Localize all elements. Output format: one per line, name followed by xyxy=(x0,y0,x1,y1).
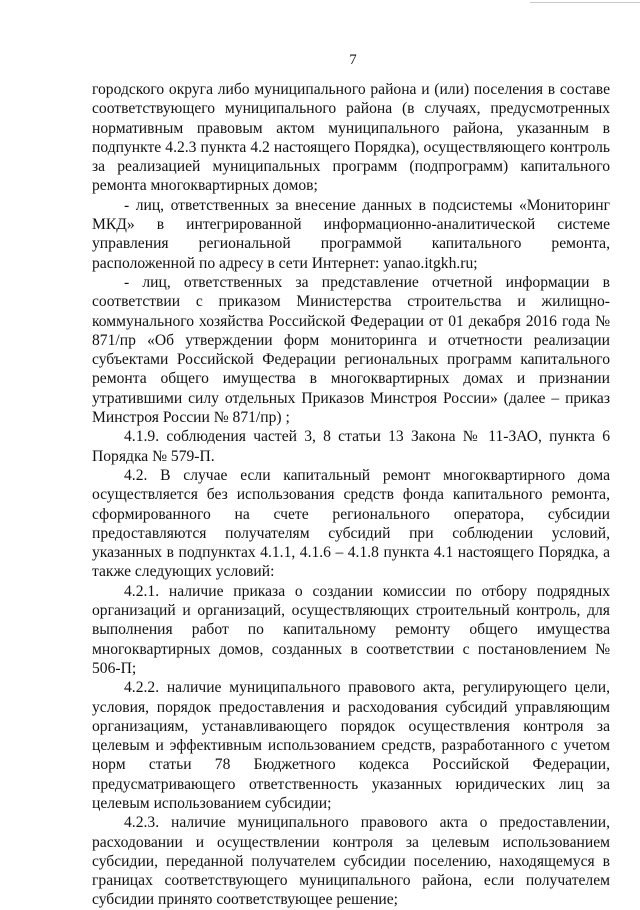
paragraph-mkd-monitoring: - лиц, ответственных за внесение данных в подсистемы «Мониторинг МКД» в интегрированной информационно-аналитической системе управления региональной программой капитального ремонта, расположенной по адресу в сети Интернет: yanao.itgkh.ru; xyxy=(92,196,610,272)
paragraph-4-1-9: 4.1.9. соблюдения частей 3, 8 статьи 13 Закона № 11-ЗАО, пункта 6 Порядка № 579-П. xyxy=(92,428,610,465)
document-body xyxy=(92,80,610,910)
paragraph-4-2-2: 4.2.2. наличие муниципального правового акта, регулирующего цели, условия, порядок предоставления и расходования субсидий управляющим организациям, устанавливающего порядок осуществления контроля за целевым и эффективным использованием средств, разработанного с учетом норм статьи 78 Бюджетного кодекса Российской Федерации, предусматривающего ответственность указанных юридических лиц за целевым использованием субсидии; xyxy=(92,679,610,812)
top-rule xyxy=(530,2,640,3)
page-number: 7 xyxy=(349,52,357,68)
paragraph-continuation: городского округа либо муниципального района и (или) поселения в составе соответствующего муниципального района (в случаях, предусмотренных нормативным правовым актом муниципального района, указанным в подпункте 4.2.3 пункта 4.2 настоящего Порядка), осуществляющего контроль за реализацией муниципальных программ (подпрограмм) капитального ремонта многоквартирных домов; xyxy=(92,81,610,195)
paragraph-reporting: - лиц, ответственных за представление отчетной информации в соответствии с приказом Министерства строительства и жилищно-коммунального хозяйства Российской Федерации от 01 декабря 2016 года № 871/пр «Об утверждении форм мониторинга и отчетности реализации субъектами Российской Федерации региональных программ капитального ремонта общего имущества в многоквартирных домах и признании утратившими силу отдельных Приказов Минстроя России» (далее – приказ Минстроя России № 871/пр) ; xyxy=(92,273,610,427)
paragraph-4-2-3: 4.2.3. наличие муниципального правового акта о предоставлении, расходовании и осуществлении контроля за целевым использованием субсидии, переданной получателем субсидии поселению, находящемуся в границах соответствующего муниципального района, если получателем субсидии принято соответствующее решение; xyxy=(92,814,610,909)
paragraph-4-2-1: 4.2.1. наличие приказа о создании комиссии по отбору подрядных организаций и организаций, осуществляющих строительный контроль, для выполнения работ по капитальному ремонту общего имущества многоквартирных домов, созданных в соответствии с постановлением № 506-П; xyxy=(92,582,610,677)
paragraph-4-2: 4.2. В случае если капитальный ремонт многоквартирного дома осуществляется без использования средств фонда капитального ремонта, сформированного на счете регионального оператора, субсидии предоставляются получателям субсидий при соблюдении условий, указанных в подпунктах 4.1.1, 4.1.6 – 4.1.8 пункта 4.1 настоящего Порядка, а также следующих условий: xyxy=(92,466,610,581)
